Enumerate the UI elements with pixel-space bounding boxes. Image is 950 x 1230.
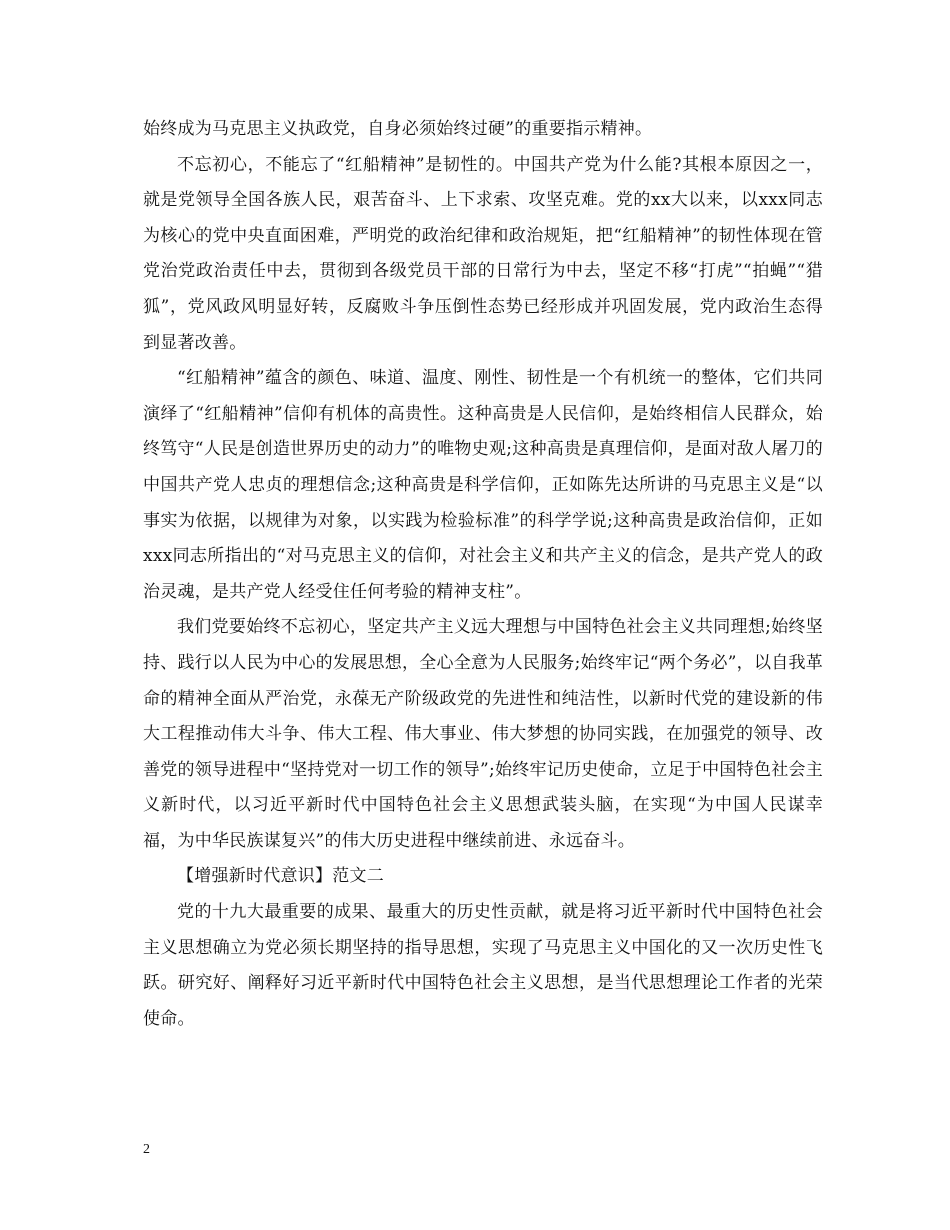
paragraph-original-aspiration: 我们党要始终不忘初心，坚定共产主义远大理想与中国特色社会主义共同理想;始终坚持、践行以人民为中心的发展思想，全心全意为人民服务;始终牢记“两个务必”，以自我革命的精神全面从严治党，永葆无产阶级政党的先进性和纯洁性，以新时代党的建设新的伟大工程推动伟大斗争、伟大工程、伟大事业、伟大梦想的协同实践，在加强党的领导、改善党的领导进程中“坚持党对一切工作的领导”;始终牢记历史使命，立足于中国特色社会主义新时代，以习近平新时代中国特色社会主义思想武装头脑，在实现“为中国人民谋幸福，为中华民族谋复兴”的伟大历史进程中继续前进、永远奋斗。 [143,617,823,851]
paragraph-continuation: 始终成为马克思主义执政党，自身必须始终过硬”的重要指示精神。 [143,119,653,139]
paragraph-red-boat-resilience: 不忘初心，不能忘了“红船精神”是韧性的。中国共产党为什么能?其根本原因之一，就是党领导全国各族人民，艰苦奋斗、上下求索、攻坚克难。党的xx大以来，以xxx同志为核心的党中央直面困难，严明党的政治纪律和政治规矩，把“红船精神”的韧性体现在管党治党政治责任中去，贯彻到各级党员干部的日常行为中去，坚定不移“打虎”“拍蝇”“猎狐”，党风政风明显好转，反腐败斗争压倒性态势已经形成并巩固发展，党内政治生态得到显著改善。 [143,154,823,353]
paragraph-nineteenth-congress: 党的十九大最重要的成果、最重大的历史性贡献，就是将习近平新时代中国特色社会主义思想确立为党必须长期坚持的指导思想，实现了马克思主义中国化的又一次历史性飞跃。研究好、阐释好习近平新时代中国特色社会主义思想，是当代思想理论工作者的光荣使命。 [143,902,823,1029]
paragraph-red-boat-nobility: “红船精神”蕴含的颜色、味道、温度、刚性、韧性是一个有机统一的整体，它们共同演绎了“红船精神”信仰有机体的高贵性。这种高贵是人民信仰，是始终相信人民群众，始终笃守“人民是创造世界历史的动力”的唯物史观;这种高贵是真理信仰，是面对敌人屠刀的中国共产党人忠贞的理想信念;这种高贵是科学信仰，正如陈先达所讲的马克思主义是“以事实为依据，以规律为对象，以实践为检验标准”的科学学说;这种高贵是政治信仰，正如xxx同志所指出的“对马克思主义的信仰，对社会主义和共产主义的信念，是共产党人的政治灵魂，是共产党人经受住任何考验的精神支柱”。 [143,368,823,602]
document-body [143,112,823,1037]
section-heading-sample-two: 【增强新时代意识】范文二 [177,866,384,887]
page-number: 2 [143,1142,150,1157]
